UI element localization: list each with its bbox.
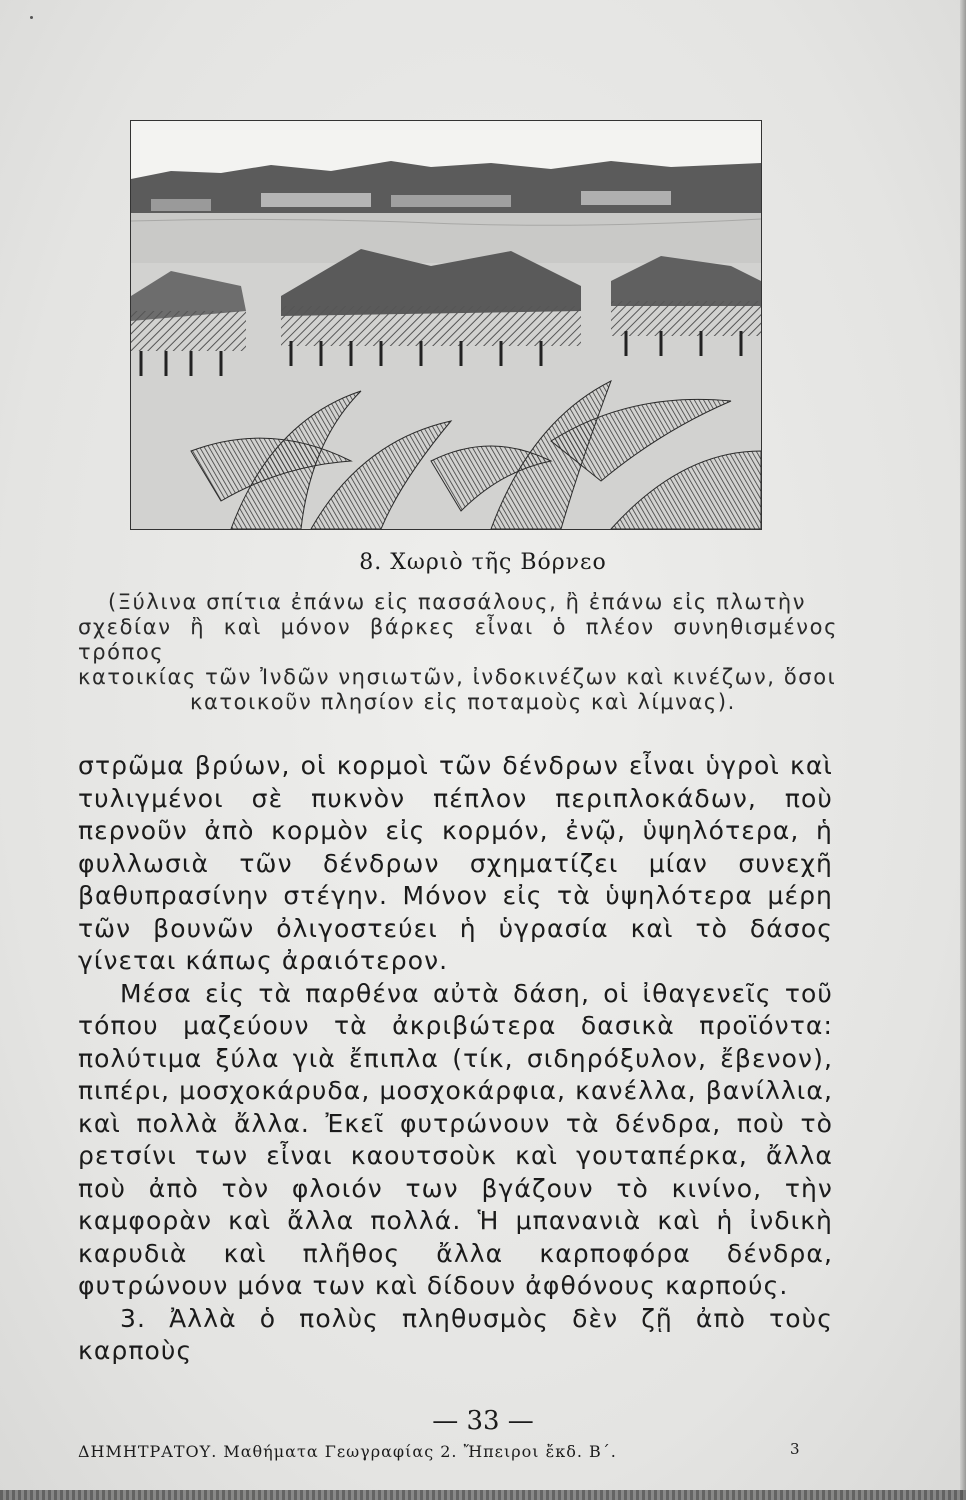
caption-line: κατοικοῦν πλησίον εἰς ποταμοὺς καὶ λίμνας). (190, 690, 736, 714)
caption-line: σχεδίαν ἢ καὶ μόνον βάρκες εἶναι ὁ πλέον συνηθισμένος τρόπος (78, 615, 838, 664)
body-text (78, 750, 833, 1368)
paragraph: 3. Ἀλλὰ ὁ πολὺς πληθυσμὸς δὲν ζῇ ἀπὸ τοὺς καρποὺς (78, 1303, 833, 1365)
page-number: — 33 — (432, 1406, 534, 1436)
footer-imprint: ΔΗΜΗΤΡΑΤΟΥ. Μαθήματα Γεωγραφίας 2. Ἤπειροι ἔκδ. Β΄. (78, 1442, 617, 1461)
caption-line: (Ξύλινα σπίτια ἐπάνω εἰς πασσάλους, ἢ ἐπάνω εἰς πλωτὴν (108, 590, 807, 614)
speck (30, 16, 33, 19)
signature-mark: 3 (790, 1440, 800, 1458)
caption-line: κατοικίας τῶν Ἰνδῶν νησιωτῶν, ἰνδοκινέζων καὶ κινέζων, ὅσοι (78, 665, 837, 689)
page-edge (960, 0, 966, 1500)
figure-caption (78, 590, 838, 715)
scan-border (0, 1490, 966, 1500)
borneo-village-illustration (130, 120, 762, 530)
paragraph: Μέσα εἰς τὰ παρθένα αὐτὰ δάση, οἱ ἰθαγενεῖς τοῦ τόπου μαζεύουν τὰ ἀκριβώτερα δασικὰ προϊόντα: πολύτιμα ξύλα γιὰ ἔπιπλα (τίκ, σιδηρόξυλον, ἔβενον), πιπέρι, μοσχοκάρυδα, μοσχοκάρφια, κανέλλα, βανίλλια, καὶ πολλὰ ἄλλα. Ἐκεῖ φυτρώνουν τὰ δένδρα, ποὺ τὸ ρετσίνι των εἶναι καουτσοὺκ καὶ γουταπέρκα, ἄλλα ποὺ ἀπὸ τὸν φλοιόν των βγάζουν τὸ κινίνο, τὴν καμφορὰν καὶ ἄλλα πολλά. Ἡ μπανανιὰ καὶ ἡ ἰνδικὴ καρυδιὰ καὶ πλῆθος ἄλλα καρποφόρα δένδρα, φυτρώνουν μόνα των καὶ δίδουν ἀφθόνους καρπούς. (78, 978, 833, 1300)
figure-title: 8. Χωριὸ τῆς Βόρνεο (359, 550, 607, 575)
paragraph: στρῶμα βρύων, οἱ κορμοὶ τῶν δένδρων εἶναι ὑγροὶ καὶ τυλιγμένοι σὲ πυκνὸν πέπλον περιπλοκάδων, ποὺ περνοῦν ἀπὸ κορμὸν εἰς κορμόν, ἐνῷ, ὑψηλότερα, ἡ φυλλωσιὰ τῶν δένδρων σχηματίζει μίαν συνεχῆ βαθυπρασίνην στέγην. Μόνον εἰς τὰ ὑψηλότερα μέρη τῶν βουνῶν ὀλιγοστεύει ἡ ὑγρασία καὶ τὸ δάσος γίνεται κάπως ἀραιότερον. (78, 751, 833, 975)
